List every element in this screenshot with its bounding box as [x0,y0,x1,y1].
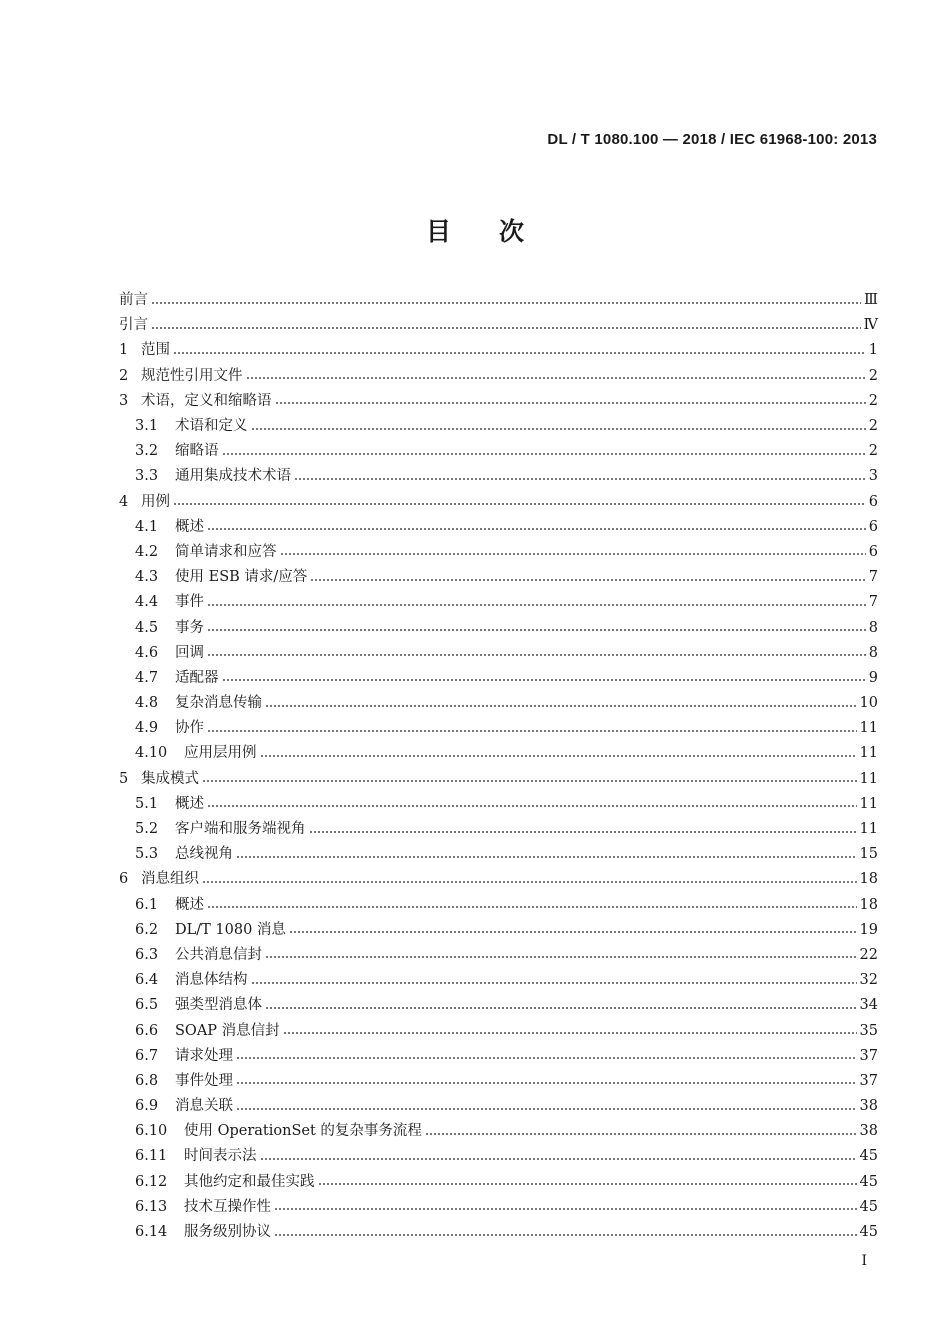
toc-entry-number: 6.10 [135,1123,168,1140]
toc-leader-dots [222,452,866,456]
toc-entry-page: 2 [868,367,878,384]
toc-entry[interactable] [119,490,878,515]
toc-leader-dots [275,401,866,405]
toc-entry-page: 37 [859,1047,878,1064]
toc-entry[interactable] [119,1195,878,1220]
toc-leader-dots [151,326,861,330]
toc-entry-number: 4 [119,493,129,510]
toc-entry-number: 4.7 [135,669,159,686]
toc-entry-number: 6.1 [135,896,159,913]
toc-leader-dots [236,855,857,859]
toc-leader-dots [265,1006,857,1010]
toc-leader-dots [309,830,857,834]
toc-leader-dots [207,729,857,733]
toc-entry-page: 15 [859,846,878,863]
toc-entry-number: 6.12 [135,1173,168,1190]
toc-entry-page: 2 [868,392,878,409]
toc-entry[interactable] [119,313,878,338]
toc-entry[interactable] [119,1069,878,1094]
toc-entry[interactable] [119,1170,878,1195]
toc-entry-page: 34 [859,997,878,1014]
toc-entry-label: 客户端和服务端视角 [175,821,306,838]
toc-leader-dots [283,1031,857,1035]
standard-number: DL / T 1080.100 — 2018 / IEC 61968-100: 2013 [547,131,877,148]
toc-entry-number: 4.10 [135,745,168,762]
toc-entry-page: 8 [868,644,878,661]
toc-leader-dots [207,527,866,531]
toc-entry-page: 45 [859,1224,878,1241]
toc-entry[interactable] [119,464,878,489]
toc-leader-dots [207,653,866,657]
toc-entry-page: 6 [868,543,878,560]
toc-entry-label: 术语和定义 [175,418,248,435]
toc-entry-page: 11 [859,770,878,787]
toc-entry[interactable] [119,590,878,615]
toc-entry-label: 技术互操作性 [184,1198,271,1215]
toc-leader-dots [173,502,866,506]
toc-entry[interactable] [119,792,878,817]
toc-entry[interactable] [119,540,878,565]
toc-entry-number: 6.8 [135,1072,159,1089]
toc-entry-page: Ⅳ [863,317,878,334]
toc-entry-number: 6.9 [135,1098,159,1115]
toc-entry-number: 6.2 [135,921,159,938]
toc-entry-label: 缩略语 [175,443,219,460]
toc-entry[interactable] [119,1119,878,1144]
toc-entry-number: 4.8 [135,695,159,712]
toc-leader-dots [265,704,857,708]
toc-entry-label: 公共消息信封 [175,946,262,963]
toc-entry-number: 6.13 [135,1198,168,1215]
toc-entry-number: 1 [119,342,129,359]
toc-entry-number: 4.1 [135,518,159,535]
toc-entry-page: 9 [868,669,878,686]
toc-entry-label: 概述 [175,896,204,913]
toc-entry[interactable] [119,716,878,741]
toc-leader-dots [251,981,857,985]
toc-leader-dots [202,779,857,783]
toc-entry-label: 回调 [175,644,204,661]
toc-leader-dots [151,301,861,305]
toc-leader-dots [294,477,866,481]
toc-entry-number: 4.3 [135,569,159,586]
toc-entry-label: 强类型消息体 [175,997,262,1014]
toc-entry-page: 18 [859,896,878,913]
toc-entry[interactable] [119,565,878,590]
toc-entry[interactable] [119,666,878,691]
toc-entry-label: 前言 [119,292,148,309]
toc-leader-dots [236,1056,857,1060]
toc-entry-number: 5.3 [135,846,159,863]
toc-entry[interactable] [119,1018,878,1043]
toc-entry-page: Ⅲ [864,292,878,309]
toc-entry-page: 18 [859,871,878,888]
toc-entry-number: 6 [119,871,129,888]
toc-entry-page: 32 [859,972,878,989]
toc-entry-number: 5.1 [135,795,159,812]
toc-entry-number: 3 [119,392,129,409]
toc-entry-number: 6.14 [135,1224,168,1241]
toc-entry-page: 8 [868,619,878,636]
toc-entry-label: 术语，定义和缩略语 [141,392,272,409]
toc-entry-number: 4.9 [135,720,159,737]
toc-entry-number: 6.11 [135,1148,168,1165]
toc-entry[interactable] [119,615,878,640]
toc-entry-number: 6.3 [135,946,159,963]
page-number: I [861,1253,867,1269]
toc-leader-dots [289,930,857,934]
toc-entry-page: 45 [859,1198,878,1215]
toc-leader-dots [274,1233,857,1237]
toc-entry[interactable] [119,817,878,842]
toc-entry[interactable] [119,842,878,867]
toc-entry-number: 4.6 [135,644,159,661]
toc-leader-dots [246,376,866,380]
toc-leader-dots [310,578,865,582]
toc-entry-label: 时间表示法 [184,1148,257,1165]
toc-leader-dots [274,1207,857,1211]
toc-entry-number: 6.5 [135,997,159,1014]
toc-entry-label: 使用 OperationSet 的复杂事务流程 [184,1123,422,1140]
toc-entry-number: 3.2 [135,443,159,460]
toc-entry-label: 事件处理 [175,1072,233,1089]
toc-entry-number: 4.2 [135,543,159,560]
toc-entry-label: 消息体结构 [175,972,248,989]
toc-leader-dots [265,955,857,959]
toc-leader-dots [173,351,866,355]
toc-entry-label: 概述 [175,518,204,535]
toc-entry-label: 协作 [175,720,204,737]
toc-entry[interactable] [119,993,878,1018]
toc-entry-page: 2 [868,443,878,460]
toc-entry-page: 45 [859,1148,878,1165]
toc-entry-label: 事件 [175,594,204,611]
toc-entry-number: 2 [119,367,129,384]
toc-entry-label: 消息关联 [175,1098,233,1115]
toc-entry[interactable] [119,515,878,540]
toc-entry[interactable] [119,943,878,968]
toc-entry-number: 3.3 [135,468,159,485]
toc-entry-label: 引言 [119,317,148,334]
toc-entry[interactable] [119,968,878,993]
toc-entry-label: 规范性引用文件 [141,367,243,384]
toc-entry-label: 服务级别协议 [184,1224,271,1241]
toc-leader-dots [236,1081,857,1085]
toc-entry[interactable] [119,338,878,363]
toc-entry-page: 3 [868,468,878,485]
toc-entry-label: SOAP 消息信封 [175,1022,280,1039]
toc-leader-dots [260,1157,857,1161]
toc-entry[interactable] [119,741,878,766]
toc-entry-page: 38 [859,1098,878,1115]
toc-entry[interactable] [119,288,878,313]
toc-entry-number: 4.5 [135,619,159,636]
toc-entry[interactable] [119,389,878,414]
toc-entry-page: 37 [859,1072,878,1089]
toc-entry[interactable] [119,691,878,716]
toc-entry-label: 概述 [175,795,204,812]
toc-entry-page: 22 [859,946,878,963]
toc-entry-page: 11 [859,795,878,812]
toc-leader-dots [318,1182,857,1186]
toc-entry-page: 7 [868,569,878,586]
toc-entry-page: 11 [859,720,878,737]
toc-entry[interactable] [119,1220,878,1245]
toc-entry-label: 用例 [141,493,170,510]
toc-entry-label: 事务 [175,619,204,636]
toc-entry-label: 消息组织 [141,871,199,888]
toc-entry-page: 35 [859,1022,878,1039]
toc-leader-dots [236,1107,857,1111]
toc-entry-number: 5 [119,770,129,787]
toc-entry-number: 3.1 [135,418,159,435]
toc-leader-dots [207,603,866,607]
toc-entry-label: 简单请求和应答 [175,543,277,560]
toc-entry-page: 6 [868,493,878,510]
toc-entry[interactable] [119,439,878,464]
toc-leader-dots [260,754,857,758]
toc-entry[interactable] [119,1144,878,1169]
toc-entry[interactable] [119,1094,878,1119]
toc-entry-number: 6.4 [135,972,159,989]
toc-entry-label: 适配器 [175,669,219,686]
toc-entry-label: 使用 ESB 请求/应答 [175,569,308,586]
toc-leader-dots [280,552,866,556]
toc-entry-number: 5.2 [135,821,159,838]
toc-entry-number: 6.7 [135,1047,159,1064]
toc-entry-page: 6 [868,518,878,535]
toc-entry-page: 11 [859,821,878,838]
toc-entry-label: 请求处理 [175,1047,233,1064]
toc-leader-dots [222,678,866,682]
toc-entry-number: 4.4 [135,594,159,611]
toc-entry[interactable] [119,767,878,792]
toc-leader-dots [425,1132,857,1136]
toc-entry-label: 集成模式 [141,770,199,787]
toc-entry-label: 应用层用例 [184,745,257,762]
toc-entry[interactable] [119,364,878,389]
toc-leader-dots [202,880,857,884]
toc-entry-page: 38 [859,1123,878,1140]
toc-entry[interactable] [119,641,878,666]
toc-entry-label: DL/T 1080 消息 [175,921,286,938]
toc-entry-page: 2 [868,418,878,435]
toc-entry-page: 11 [859,745,878,762]
page-title: 目次 [425,217,572,246]
toc-entry-page: 45 [859,1173,878,1190]
toc-entry[interactable] [119,414,878,439]
toc-entry-page: 10 [859,695,878,712]
toc-leader-dots [207,905,857,909]
toc-entry-label: 范围 [141,342,170,359]
toc-entry-page: 7 [868,594,878,611]
toc-entry-number: 6.6 [135,1022,159,1039]
toc-entry-label: 其他约定和最佳实践 [184,1173,315,1190]
toc-entry[interactable] [119,1044,878,1069]
toc-leader-dots [207,628,866,632]
toc-entry[interactable] [119,867,878,892]
toc-entry[interactable] [119,893,878,918]
toc-entry-page: 19 [859,921,878,938]
toc-leader-dots [251,427,866,431]
toc-entry-label: 复杂消息传输 [175,695,262,712]
toc-leader-dots [207,804,857,808]
toc-entry[interactable] [119,918,878,943]
toc-entry-page: 1 [868,342,878,359]
table-of-contents [119,288,878,1245]
toc-entry-label: 总线视角 [175,846,233,863]
toc-entry-label: 通用集成技术术语 [175,468,291,485]
